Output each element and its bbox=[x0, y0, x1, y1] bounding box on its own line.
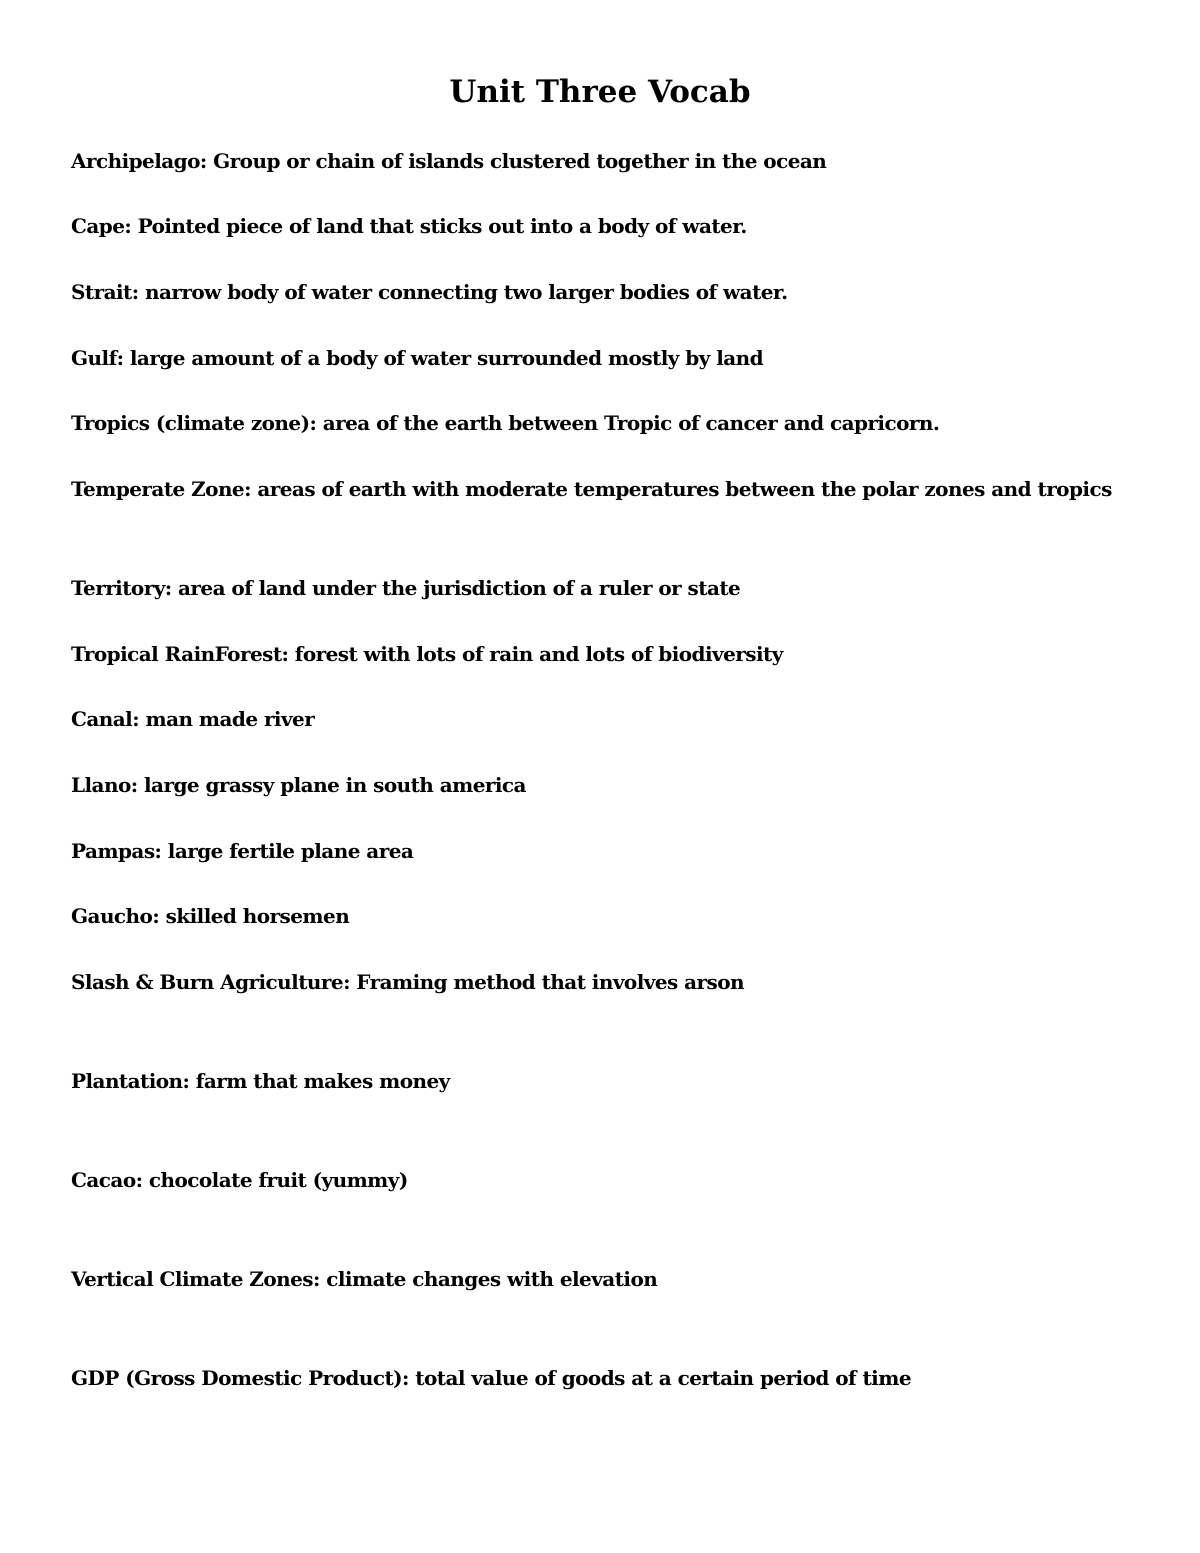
vocab-entry-vertical-climate-zones: Vertical Climate Zones: climate changes with elevation bbox=[71, 1267, 658, 1291]
vocab-entry-tropics: Tropics (climate zone): area of the earth between Tropic of cancer and capricorn. bbox=[71, 411, 940, 435]
vocab-entry-tropical-rainforest: Tropical RainForest: forest with lots of rain and lots of biodiversity bbox=[71, 642, 783, 666]
vocab-entry-gulf: Gulf: large amount of a body of water surrounded mostly by land bbox=[71, 346, 764, 370]
vocab-entry-pampas: Pampas: large fertile plane area bbox=[71, 839, 414, 863]
vocab-entry-archipelago: Archipelago: Group or chain of islands clustered together in the ocean bbox=[71, 149, 827, 173]
vocab-entry-cape: Cape: Pointed piece of land that sticks out into a body of water. bbox=[71, 214, 747, 238]
vocab-entry-territory: Territory: area of land under the jurisdiction of a ruler or state bbox=[71, 576, 741, 600]
page-title: Unit Three Vocab bbox=[449, 74, 751, 110]
vocab-entry-slash-and-burn: Slash & Burn Agriculture: Framing method that involves arson bbox=[71, 970, 744, 994]
vocab-entry-temperate-zone: Temperate Zone: areas of earth with moderate temperatures between the polar zones and tropics bbox=[71, 477, 1112, 501]
vocab-entry-cacao: Cacao: chocolate fruit (yummy) bbox=[71, 1168, 408, 1192]
vocab-entry-gdp: GDP (Gross Domestic Product): total value of goods at a certain period of time bbox=[71, 1366, 912, 1390]
vocab-entry-plantation: Plantation: farm that makes money bbox=[71, 1069, 450, 1093]
vocab-entry-gaucho: Gaucho: skilled horsemen bbox=[71, 904, 350, 928]
vocab-entry-strait: Strait: narrow body of water connecting two larger bodies of water. bbox=[71, 280, 788, 304]
vocab-entry-llano: Llano: large grassy plane in south america bbox=[71, 773, 526, 797]
vocab-entry-canal: Canal: man made river bbox=[71, 707, 315, 731]
